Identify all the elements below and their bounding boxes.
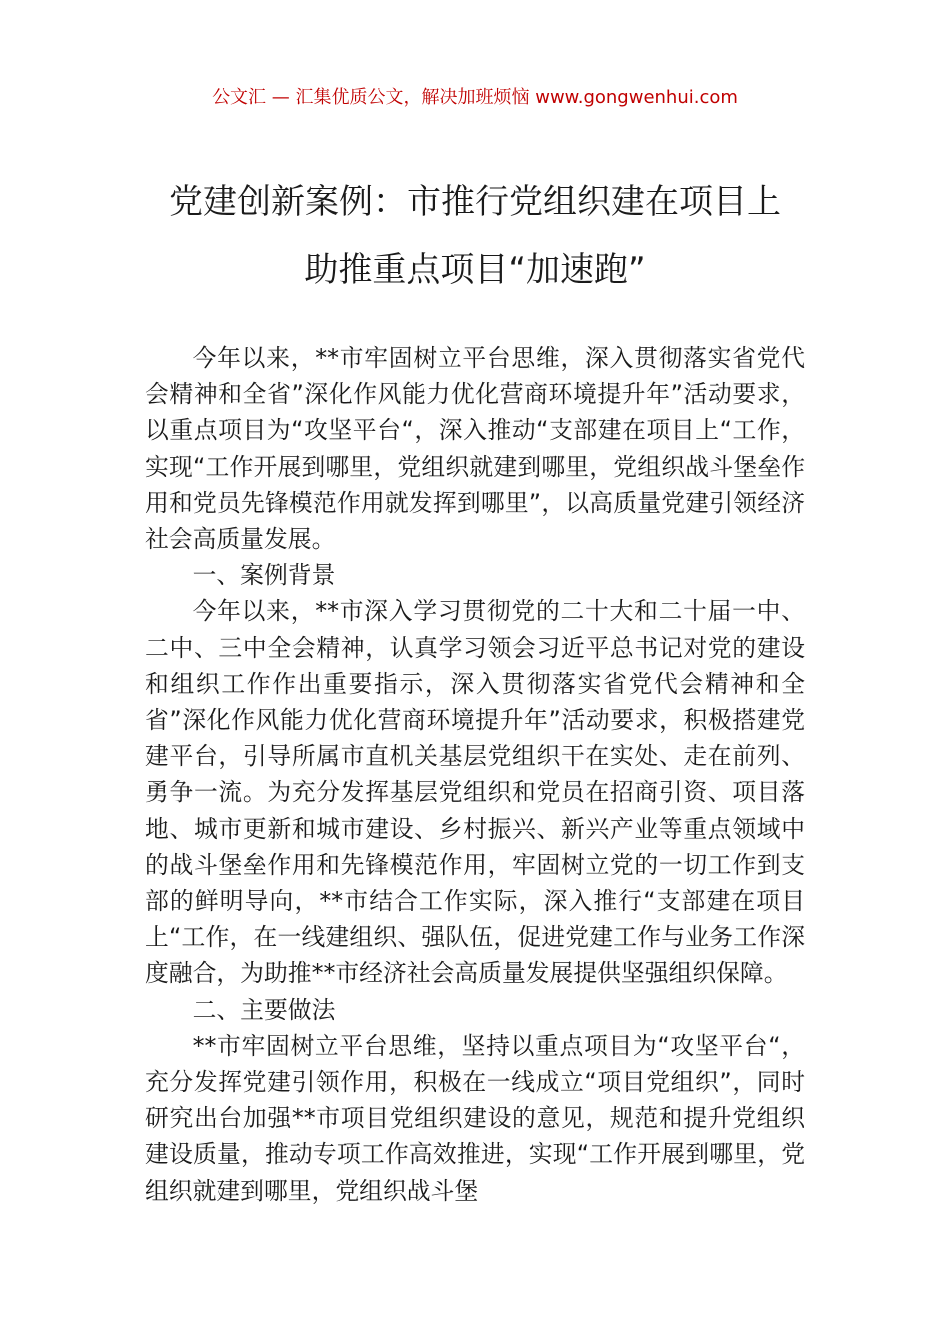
paragraph-intro: 今年以来，**市牢固树立平台思维，深入贯彻落实省党代会精神和全省”深化作风能力优化营商环境提升年”活动要求，以重点项目为“攻坚平台“，深入推动“支部建在项目上“工作，实现“工作开展到哪里，党组织就建到哪里，党组织战斗堡垒作用和党员先锋模范作用就发挥到哪里”，以高质量党建引领经济社会高质量发展。 [145,344,805,554]
document-title-line-1: 党建创新案例：市推行党组织建在项目上 [169,182,781,222]
section-heading-background: 一、案例背景 [192,561,336,590]
header-banner: 公文汇 — 汇集优质公文，解决加班烦恼 www.gongwenhui.com [212,87,738,108]
document-body [145,340,805,1209]
paragraph-main-practices: **市牢固树立平台思维，坚持以重点项目为“攻坚平台“，充分发挥党建引领作用，积极在一线成立“项目党组织”，同时研究出台加强**市项目党组织建设的意见，规范和提升党组织建设质量，推动专项工作高效推进，实现“工作开展到哪里，党组织就建到哪里，党组织战斗堡 [145,1031,805,1205]
document-title-line-2: 助推重点项目“加速跑” [304,250,646,290]
paragraph-background: 今年以来，**市深入学习贯彻党的二十大和二十届一中、二中、三中全会精神，认真学习领会习近平总书记对党的建设和组织工作作出重要指示，深入贯彻落实省党代会精神和全省”深化作风能力优化营商环境提升年”活动要求，积极搭建党建平台，引导所属市直机关基层党组织干在实处、走在前列、勇争一流。为充分发挥基层党组织和党员在招商引资、项目落地、城市更新和城市建设、乡村振兴、新兴产业等重点领域中的战斗堡垒作用和先锋模范作用，牢固树立党的一切工作到支部的鲜明导向，**市结合工作实际，深入推行“支部建在项目上“工作，在一线建组织、强队伍，促进党建工作与业务工作深度融合，为助推**市经济社会高质量发展提供坚强组织保障。 [145,597,805,988]
section-heading-main-practices: 二、主要做法 [192,995,336,1024]
